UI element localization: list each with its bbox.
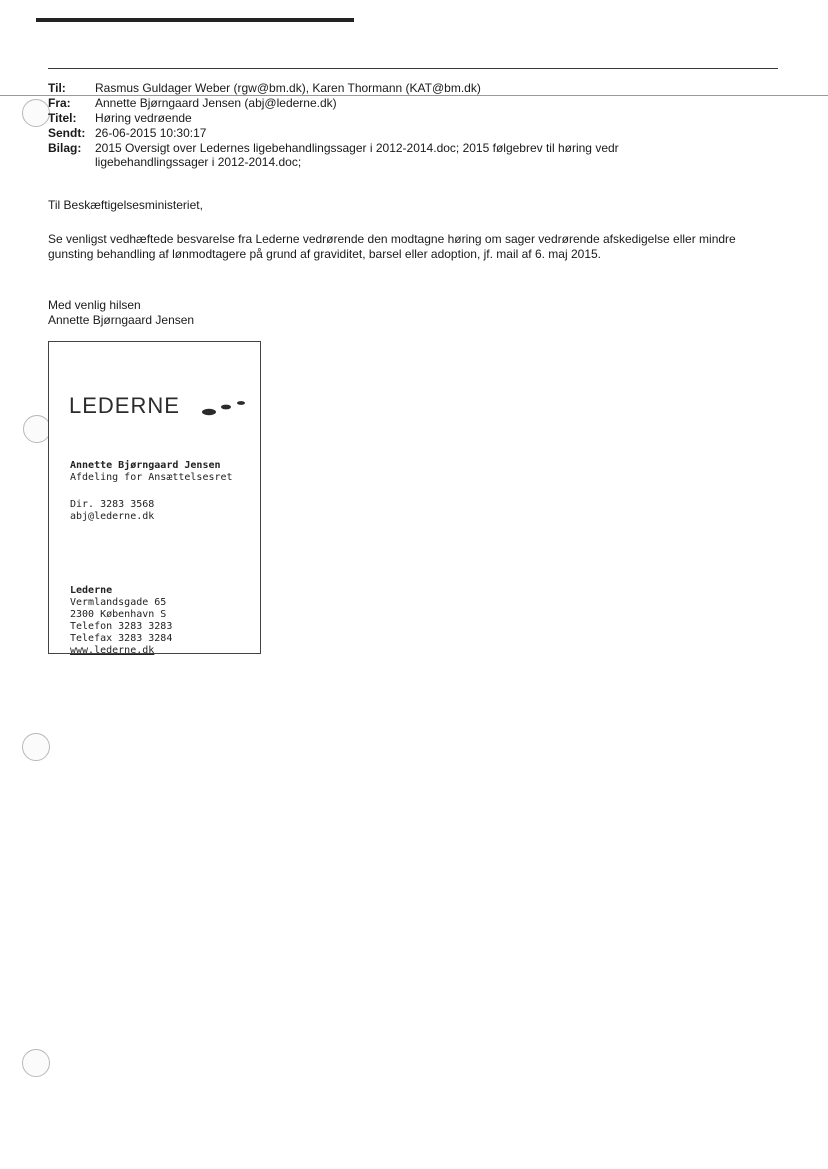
- punch-hole: [22, 1049, 50, 1077]
- business-card: [48, 341, 261, 654]
- card-department: Afdeling for Ansættelsesret: [70, 472, 233, 483]
- from-label: Fra:: [48, 96, 71, 110]
- punch-hole: [22, 733, 50, 761]
- to-value: Rasmus Guldager Weber (rgw@bm.dk), Karen Thormann (KAT@bm.dk): [95, 81, 481, 95]
- card-email: abj@lederne.dk: [70, 511, 155, 522]
- card-website[interactable]: [70, 645, 154, 657]
- sent-value: 26-06-2015 10:30:17: [95, 126, 207, 140]
- card-fax: Telefax 3283 3284: [70, 633, 173, 644]
- card-org-name: Lederne: [70, 585, 113, 596]
- closing: Med venlig hilsen: [48, 298, 141, 312]
- attachments-label: Bilag:: [48, 141, 82, 155]
- message-body: Se venligst vedhæftede besvarelse fra Lederne vedrørende den modtagne høring om sager vedrørende afskedigelse eller mindre gunsting behandling af lønmodtagere på grund af graviditet, barsel eller adoption, jf. mail af 6. maj 2015.: [48, 232, 736, 261]
- card-direct-phone: Dir. 3283 3568: [70, 499, 155, 510]
- from-value: Annette Bjørngaard Jensen (abj@lederne.dk): [95, 96, 337, 110]
- card-city: 2300 København S: [70, 609, 167, 620]
- card-phone: Telefon 3283 3283: [70, 621, 173, 632]
- greeting: Til Beskæftigelsesministeriet,: [48, 198, 203, 212]
- header-rule-top: [48, 68, 778, 69]
- subject-label: Titel:: [48, 111, 77, 125]
- card-street: Vermlandsgade 65: [70, 597, 167, 608]
- lederne-logo: LEDERNE: [69, 393, 180, 418]
- signature-name: Annette Bjørngaard Jensen: [48, 313, 195, 327]
- sent-label: Sendt:: [48, 126, 86, 140]
- scan-top-bar: [36, 18, 354, 22]
- to-label: Til:: [48, 81, 66, 95]
- card-person-name: Annette Bjørngaard Jensen: [70, 460, 221, 471]
- lederne-logo-mark-icon: [201, 399, 261, 419]
- punch-hole: [22, 99, 50, 127]
- punch-hole: [23, 415, 51, 443]
- card-website-link[interactable]: www.lederne.dk: [70, 645, 155, 656]
- attachments-value: 2015 Oversigt over Ledernes ligebehandlingssager i 2012-2014.doc; 2015 følgebrev til høring vedr ligebehandlingssager i 2012-2014.doc;: [95, 141, 619, 169]
- subject-value: Høring vedrøende: [95, 111, 192, 125]
